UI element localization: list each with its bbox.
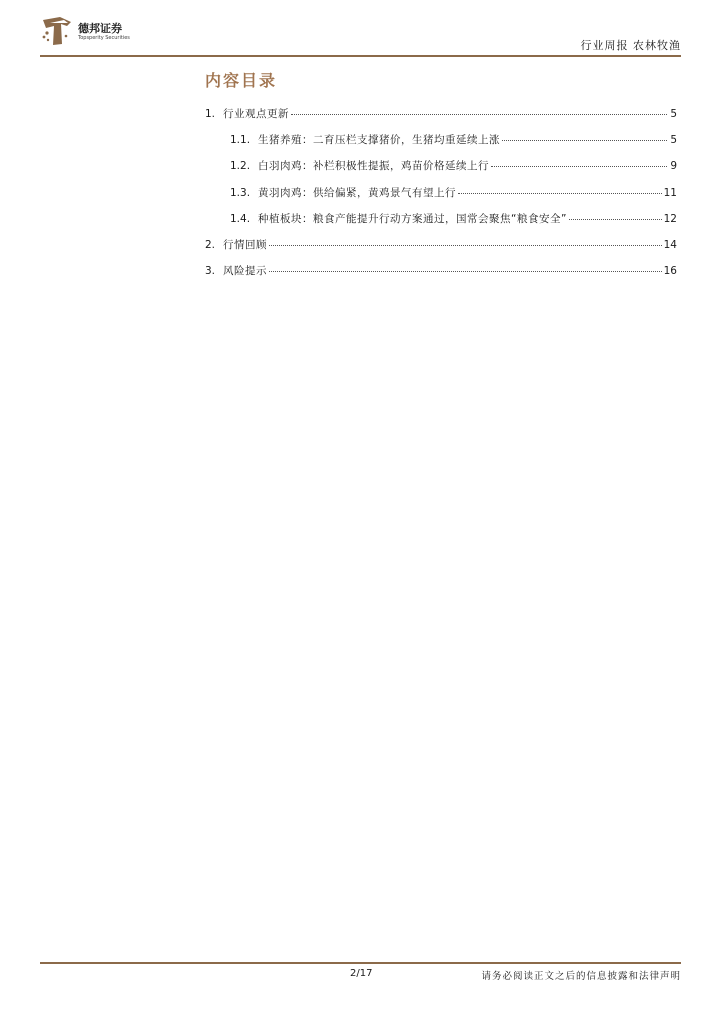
toc-leader-dots [269,245,662,246]
toc-title: 内容目录 [205,71,278,90]
header-divider [40,55,681,57]
toc-entry-title: 风险提示 [223,265,268,278]
company-name-en: Topsperity Securities [78,35,130,41]
toc-leader-dots [491,166,667,167]
toc-entry-title: 白羽肉鸡：补栏积极性提振，鸡苗价格延续上行 [258,160,490,173]
toc-entry-page: 14 [663,238,677,251]
company-logo [40,14,150,50]
toc-leader-dots [291,114,667,115]
toc-entry[interactable] [205,263,677,289]
toc-entry-number: 1.2. [230,160,251,173]
toc-entry-title: 黄羽肉鸡：供给偏紧，黄鸡景气有望上行 [258,186,457,199]
disclaimer-note: 请务必阅读正文之后的信息披露和法律声明 [481,971,681,982]
toc-entry-page: 12 [663,212,677,225]
toc-entry-number: 1.3. [230,186,251,199]
toc-entry-title: 行业观点更新 [223,108,290,120]
toc-entry[interactable] [205,106,677,132]
toc-entry-page: 9 [670,160,677,173]
toc-leader-dots [569,219,662,220]
footer-divider [40,962,681,964]
toc-entry-number: 3. [205,265,216,278]
toc-entry[interactable] [205,185,677,211]
toc-entry[interactable] [205,237,677,263]
company-name-cn: 德邦证券 [78,22,122,35]
report-category: 行业周报 农林牧渔 [580,39,681,52]
toc-leader-dots [502,140,667,141]
toc-entry-page: 16 [663,265,677,278]
toc-entry-page: 5 [670,108,677,120]
toc-entry-number: 1. [205,108,216,120]
table-of-contents [205,106,677,289]
toc-entry-title: 生猪养殖：二育压栏支撑猪价，生猪均重延续上涨 [258,134,501,147]
toc-entry-title: 种植板块：粮食产能提升行动方案通过，国常会聚焦“粮食安全” [258,212,567,225]
page-number: 2/17 [350,968,373,979]
toc-entry[interactable] [205,132,677,158]
toc-entry-title: 行情回顾 [223,238,268,251]
toc-entry-page: 11 [663,186,677,199]
toc-entry[interactable] [205,158,677,184]
toc-leader-dots [269,271,662,272]
toc-entry-number: 2. [205,238,216,251]
toc-leader-dots [458,193,662,194]
toc-entry-page: 5 [670,134,677,147]
topsperity-logo-icon [40,14,74,48]
toc-entry-number: 1.4. [230,212,251,225]
toc-entry-number: 1.1. [230,134,251,147]
toc-entry[interactable] [205,211,677,237]
